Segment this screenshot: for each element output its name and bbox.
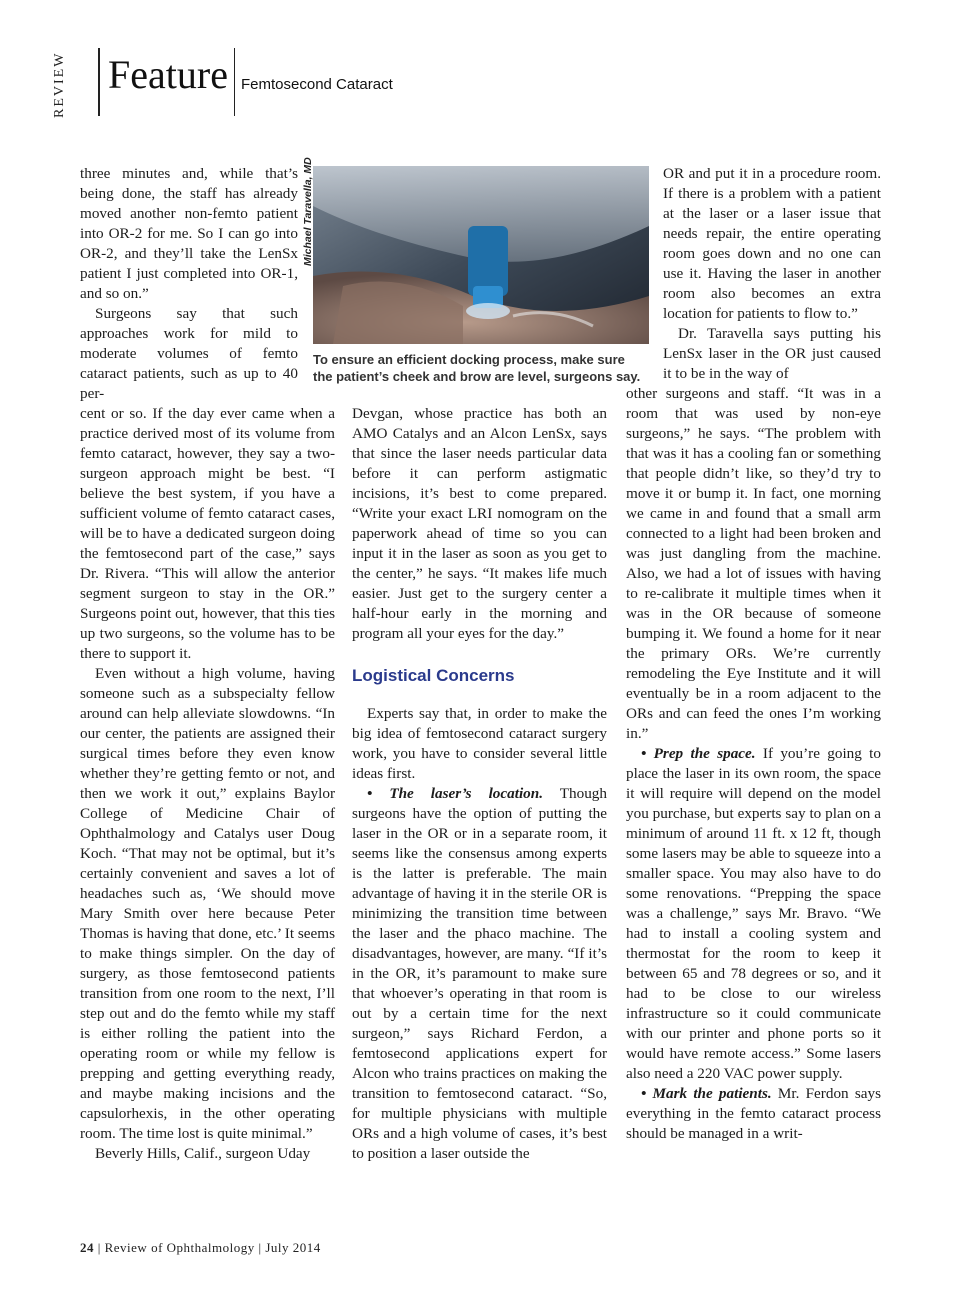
column-3 (626, 164, 881, 1144)
article-photo (313, 166, 649, 344)
section-title: Feature (108, 52, 228, 97)
photo-caption: To ensure an efficient docking process, make sure the patient’s cheek and brow are level, surgeons say. (313, 352, 641, 384)
article-topic: Femtosecond Cataract (241, 76, 393, 93)
paragraph: Dr. Taravella says putting his LenSx laser in the OR just caused it to be in the way of (663, 325, 881, 382)
page-header (0, 0, 960, 130)
paragraph: Beverly Hills, Calif., surgeon Uday (95, 1145, 311, 1162)
section-label-vertical: REVIEW (52, 51, 67, 118)
journal-name: Review of Ophthalmology (104, 1240, 255, 1255)
paragraph: Experts say that, in order to make the big idea of femtosecond cataract surgery work, you have to consider several little ideas first. (352, 705, 607, 782)
page-footer: 24 | Review of Ophthalmology | July 2014 (80, 1240, 321, 1255)
bullet-text: Though surgeons have the option of putting the laser in the OR or in a separate room, it seems like the consensus among experts is the latter is preferable. The main advantage of having it in the sterile OR is minimizing the transition time between the laser and the phaco machine. The disadvantages, however, are many. “If it’s in the OR, it’s paramount to make sure that whoever’s operating in that room is out by a certain time for the next surgeon,” says Richard Ferdon, a femtosecond applications expert for Alcon who trains practices on making the transition to femtosecond cataract. “So, for multiple physicians with multiple ORs and a high volume of cases, it’s best to position a laser outside the (352, 785, 607, 1162)
column-3-wrap (663, 164, 881, 384)
section-heading: Logistical Concerns (352, 666, 515, 685)
column-2 (352, 404, 607, 1164)
bullet-lead: • Mark the patients. (641, 1085, 772, 1102)
header-divider (98, 48, 100, 116)
paragraph: Even without a high volume, having someone such as a subspecialty fellow around can help alleviate slowdowns. “In our center, the patients are assigned their surgical times before they even know whether they’re getting femto or not, and then we work it out,” explains Baylor College of Medicine Chair of Ophthalmology and Catalys user Doug Koch. “That may not be optimal, but it’s certainly convenient and saves a lot of headaches such as, ‘We should move Mary Smith over here because Peter Thomas is having that done, etc.’ It seems to make things simpler. On the day of surgery, as those femtosecond patients transition from one room to the next, I’ll step out and do the femto while my staff is either rolling the patient into the operating room or while my fellow is prepping and getting everything ready, and maybe making incisions and the capsulorhexis, in the other operating room. The time lost is quite minimal.” (80, 665, 335, 1142)
paragraph (352, 784, 607, 1164)
paragraph: OR and put it in a procedure room. If there is a problem with a patient at the laser or a laser issue that needs repair, the entire operating room goes down and no one can use it. Having the laser in another room also becomes an extra location for patients to flow to.” (663, 165, 881, 322)
bullet-lead: • The laser’s location. (367, 785, 543, 802)
paragraph (626, 1084, 881, 1144)
issue-date: July 2014 (265, 1240, 321, 1255)
column-1 (80, 164, 335, 1164)
page-number: 24 (80, 1240, 94, 1255)
bullet-text: If you’re going to place the laser in its own room, the space it will require will depend on the model you purchase, but experts say to plan on a minimum of around 11 ft. x 12 ft, though some lasers may be able to squeeze into a smaller space. You may also have to do some renovations. “Prepping the space was a challenge,” says Mr. Bravo. “We had to install a cooling system and thermostat for the room to keep it between 65 and 78 degrees or so, and it had to be close to our wireless infrastructure so it could communicate with our printer and phone ports so it would have remote access.” Some lasers also need a 220 VAC power supply. (626, 745, 881, 1082)
paragraph: other surgeons and staff. “It was in a room that was used by non-eye surgeons,” he says. “The problem with that was it has a cooling fan or something that people didn’t like, so they’d try to move it or bump it. In fact, one morning we came in and found that a small arm connected to a light had been broken and was just dangling from the machine. Also, we had a lot of issues with having to re-calibrate it multiple times when it was in the OR because of someone bumping it. We found a home for it near the primary ORs. We’re currently remodeling the Eye Institute and it will eventually be in a room adjacent to the ORs and can feed the ones I’m working in.” (626, 385, 881, 742)
paragraph: Surgeons say that such approaches work for mild to moderate volumes of femto cataract patients, such as up to 40 per- (80, 305, 298, 402)
paragraph: three minutes and, while that’s being done, the staff has already moved another non-femto patient into OR-2 for me. So I can go into OR-2, and they’ll take the LenSx patient I just completed into OR-1, and so on.” (80, 165, 298, 302)
laser-docking-photo (313, 166, 649, 344)
column-1-wrap (80, 164, 298, 404)
paragraph: Devgan, whose practice has both an AMO Catalys and an Alcon LenSx, says that since the laser needs particular data before it can perform astigmatic incisions, it’s best to come prepared. “Write your exact LRI nomogram on the paperwork ahead of time so you can input it in the laser as soon as you get to the center,” he says. “It makes life much easier. Just get to the surgery center a half-hour early in the morning and program all your eyes for the day.” (352, 405, 607, 642)
bullet-text: Mr. Ferdon says everything in the femto cataract process should be managed in a writ- (626, 1085, 881, 1142)
bullet-lead: • Prep the space. (641, 745, 756, 762)
paragraph (626, 744, 881, 1084)
photo-credit: Michael Taravella, MD (302, 157, 314, 266)
header-divider-thin (234, 48, 235, 116)
paragraph: cent or so. If the day ever came when a practice derived most of its volume from femto cataract, however, they say a two-surgeon approach might be best. “I believe the best system, if you have a sufficient volume of femto cataract cases, will be to have a dedicated surgeon doing the femtosecond part of the case,” says Dr. Rivera. “This will allow the anterior segment surgeon to stay in the OR.” Surgeons point out, however, that this ties up two surgeons, so the volume has to be there to support it. (80, 405, 335, 662)
